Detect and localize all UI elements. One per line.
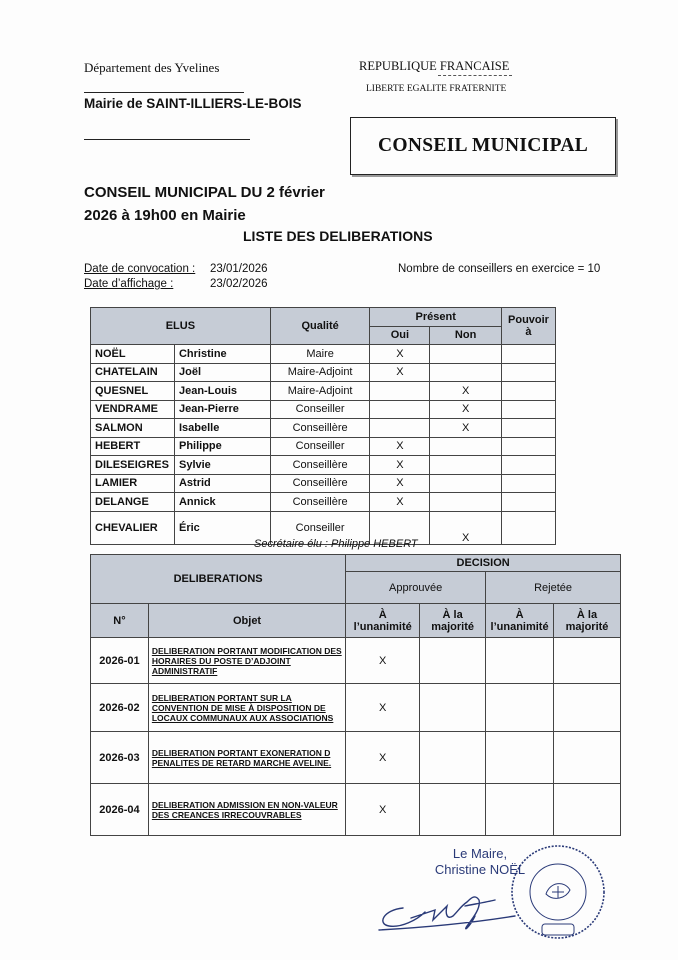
non-cell: X	[430, 511, 502, 544]
deliberations-table	[90, 554, 621, 836]
pouvoir-cell	[501, 474, 555, 493]
non-cell	[430, 474, 502, 493]
app-unanimite-cell: X	[346, 638, 420, 684]
oui-cell	[370, 382, 430, 401]
meeting-title-line1: CONSEIL MUNICIPAL DU 2 février	[84, 184, 325, 201]
non-cell: X	[430, 382, 502, 401]
nom-cell: QUESNEL	[91, 382, 175, 401]
delib-num: 2026-04	[91, 784, 149, 836]
handwritten-signature	[375, 880, 525, 940]
pouvoir-cell	[501, 419, 555, 438]
header-present: Présent	[370, 308, 502, 327]
republic-label: REPUBLIQUE FRANCAISE	[359, 59, 510, 73]
rej-unanimite-cell	[486, 732, 554, 784]
nom-cell: DILESEIGRES	[91, 456, 175, 475]
nom-cell: SALMON	[91, 419, 175, 438]
header-objet: Objet	[148, 604, 345, 638]
qualite-cell: Conseillère	[270, 493, 370, 512]
rej-unanimite-cell	[486, 684, 554, 732]
pouvoir-cell	[501, 437, 555, 456]
header-decision: DECISION	[346, 555, 621, 572]
mairie-name: Mairie de SAINT-ILLIERS-LE-BOIS	[84, 96, 302, 111]
app-unanimite-cell: X	[346, 732, 420, 784]
rej-majorite-cell	[554, 684, 621, 732]
non-cell	[430, 493, 502, 512]
qualite-cell: Maire	[270, 345, 370, 364]
nom-cell: NOËL	[91, 345, 175, 364]
qualite-cell: Conseiller	[270, 400, 370, 419]
pouvoir-cell	[501, 363, 555, 382]
pouvoir-cell	[501, 511, 555, 544]
table-row	[91, 732, 621, 784]
maire-name: Christine NOËL	[434, 862, 526, 877]
header-pouvoir: Pouvoir à	[501, 308, 555, 345]
qualite-cell: Conseiller	[270, 511, 370, 544]
delib-objet: DELIBERATION PORTANT SUR LA CONVENTION DE MISE À DISPOSITION DE LOCAUX COMMUNAUX AUX ASSOCIATIONS	[148, 684, 345, 732]
oui-cell: X	[370, 345, 430, 364]
divider	[84, 92, 244, 93]
conseil-box	[350, 117, 616, 175]
app-majorite-cell	[420, 638, 486, 684]
nom-cell: DELANGE	[91, 493, 175, 512]
table-row	[91, 684, 621, 732]
prenom-cell: Éric	[174, 511, 270, 544]
maire-title: Le Maire,	[452, 846, 508, 861]
header-elus: ELUS	[91, 308, 271, 345]
non-cell: X	[430, 419, 502, 438]
rej-majorite-cell	[554, 638, 621, 684]
header-approuvee: Approuvée	[346, 572, 486, 604]
pouvoir-cell	[501, 493, 555, 512]
delib-objet: DELIBERATION PORTANT MODIFICATION DES HORAIRES DU POSTE D’ADJOINT ADMINISTRATIF	[148, 638, 345, 684]
oui-cell: X	[370, 474, 430, 493]
rej-majorite-cell	[554, 784, 621, 836]
department-label: Département des Yvelines	[84, 60, 220, 75]
pouvoir-cell	[501, 456, 555, 475]
prenom-cell: Astrid	[174, 474, 270, 493]
nom-cell: CHATELAIN	[91, 363, 175, 382]
header-num: N°	[91, 604, 149, 638]
app-majorite-cell	[420, 784, 486, 836]
table-row	[91, 400, 556, 419]
qualite-cell: Conseiller	[270, 437, 370, 456]
table-row	[91, 638, 621, 684]
header-app-unanimite: À l’unanimité	[346, 604, 420, 638]
table-row	[91, 474, 556, 493]
prenom-cell: Jean-Pierre	[174, 400, 270, 419]
app-unanimite-cell: X	[346, 784, 420, 836]
delib-objet: DELIBERATION PORTANT EXONERATION D PENALITES DE RETARD MARCHE AVELINE.	[148, 732, 345, 784]
table-row	[91, 456, 556, 475]
oui-cell	[370, 419, 430, 438]
header-rej-majorite: À la majorité	[554, 604, 621, 638]
prenom-cell: Christine	[174, 345, 270, 364]
divider	[84, 139, 250, 140]
prenom-cell: Joël	[174, 363, 270, 382]
non-cell	[430, 456, 502, 475]
table-row	[91, 419, 556, 438]
delib-objet: DELIBERATION ADMISSION EN NON-VALEUR DES CREANCES IRRECOUVRABLES	[148, 784, 345, 836]
conseillers-count: Nombre de conseillers en exercice = 10	[398, 263, 601, 275]
non-cell	[430, 363, 502, 382]
app-majorite-cell	[420, 684, 486, 732]
oui-cell: X	[370, 437, 430, 456]
delib-num: 2026-03	[91, 732, 149, 784]
non-cell	[430, 345, 502, 364]
nom-cell: LAMIER	[91, 474, 175, 493]
affichage-date: 23/02/2026	[210, 278, 268, 290]
non-cell	[430, 437, 502, 456]
divider	[438, 75, 512, 76]
meeting-title-line2: 2026 à 19h00 en Mairie	[84, 207, 246, 224]
convocation-date: 23/01/2026	[210, 263, 268, 275]
qualite-cell: Conseillère	[270, 474, 370, 493]
prenom-cell: Isabelle	[174, 419, 270, 438]
affichage-label: Date d’affichage :	[84, 278, 174, 290]
table-row	[91, 437, 556, 456]
pouvoir-cell	[501, 382, 555, 401]
oui-cell	[370, 400, 430, 419]
secretaire-label: Secrétaire élu : Philippe HEBERT	[254, 538, 418, 550]
prenom-cell: Sylvie	[174, 456, 270, 475]
oui-cell: X	[370, 456, 430, 475]
deliberations-subtitle: LISTE DES DELIBERATIONS	[243, 228, 433, 244]
oui-cell: X	[370, 493, 430, 512]
prenom-cell: Philippe	[174, 437, 270, 456]
prenom-cell: Annick	[174, 493, 270, 512]
header-oui: Oui	[370, 326, 430, 345]
pouvoir-cell	[501, 400, 555, 419]
prenom-cell: Jean-Louis	[174, 382, 270, 401]
motto-label: LIBERTE EGALITE FRATERNITE	[366, 84, 507, 94]
header-deliberations: DELIBERATIONS	[91, 555, 346, 604]
qualite-cell: Maire-Adjoint	[270, 382, 370, 401]
rej-majorite-cell	[554, 732, 621, 784]
qualite-cell: Conseillère	[270, 419, 370, 438]
app-majorite-cell	[420, 732, 486, 784]
table-row	[91, 363, 556, 382]
table-row	[91, 493, 556, 512]
table-row	[91, 784, 621, 836]
pouvoir-cell	[501, 345, 555, 364]
non-cell: X	[430, 400, 502, 419]
qualite-cell: Maire-Adjoint	[270, 363, 370, 382]
delib-num: 2026-02	[91, 684, 149, 732]
header-non: Non	[430, 326, 502, 345]
nom-cell: HEBERT	[91, 437, 175, 456]
table-row	[91, 345, 556, 364]
delib-num: 2026-01	[91, 638, 149, 684]
nom-cell: CHEVALIER	[91, 511, 175, 544]
header-app-majorite: À la majorité	[420, 604, 486, 638]
mairie-seal-icon	[508, 842, 608, 942]
convocation-label: Date de convocation :	[84, 263, 196, 275]
oui-cell: X	[370, 363, 430, 382]
nom-cell: VENDRAME	[91, 400, 175, 419]
table-row	[91, 382, 556, 401]
meeting-title	[84, 181, 404, 227]
app-unanimite-cell: X	[346, 684, 420, 732]
elus-table	[90, 307, 556, 545]
conseil-box-title: CONSEIL MUNICIPAL	[377, 135, 589, 156]
header-rej-unanimite: À l’unanimité	[486, 604, 554, 638]
rej-unanimite-cell	[486, 784, 554, 836]
header-rejetee: Rejetée	[486, 572, 621, 604]
qualite-cell: Conseillère	[270, 456, 370, 475]
rej-unanimite-cell	[486, 638, 554, 684]
header-qualite: Qualité	[270, 308, 370, 345]
